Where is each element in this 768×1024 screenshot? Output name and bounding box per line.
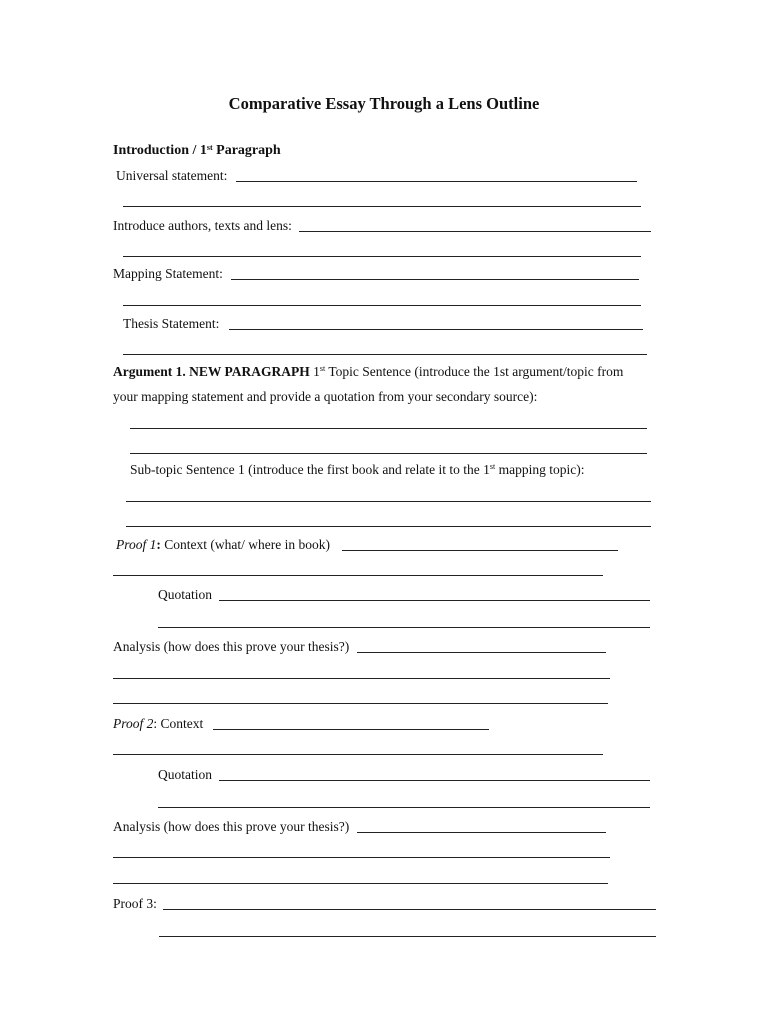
proof2-context-label: Proof 2: Context [113, 716, 204, 731]
argument1-line-2[interactable] [130, 453, 647, 454]
proof2-analysis-line-3[interactable] [113, 883, 608, 884]
argument1-topic-line2: your mapping statement and provide a quotation from your secondary source): [113, 389, 538, 404]
proof3-line-2[interactable] [159, 936, 656, 937]
mapping-line-2[interactable] [123, 305, 641, 306]
page-title: Comparative Essay Through a Lens Outline [228, 94, 540, 113]
thesis-line-2[interactable] [123, 354, 647, 355]
proof2-quotation-line-2[interactable] [158, 807, 650, 808]
authors-line-2[interactable] [123, 256, 641, 257]
proof2-context-line[interactable] [213, 729, 489, 730]
proof1-analysis-line[interactable] [357, 652, 606, 653]
proof2-analysis-label: Analysis (how does this prove your thesis?) [113, 819, 350, 834]
proof1-analysis-line-3[interactable] [113, 703, 608, 704]
proof3-line[interactable] [163, 909, 656, 910]
universal-statement-label: Universal statement: [116, 168, 228, 183]
sub-topic-line-1[interactable] [126, 501, 651, 502]
intro-heading: Introduction / 1st Paragraph [113, 143, 281, 158]
mapping-line[interactable] [231, 279, 639, 280]
proof1-quotation-line-2[interactable] [158, 627, 650, 628]
proof2-analysis-line[interactable] [357, 832, 606, 833]
proof3-label: Proof 3: [113, 896, 157, 911]
thesis-line[interactable] [229, 329, 643, 330]
proof2-context-line-2[interactable] [113, 754, 603, 755]
authors-line[interactable] [299, 231, 651, 232]
proof2-quotation-label: Quotation [158, 767, 212, 782]
proof1-quotation-line[interactable] [219, 600, 650, 601]
proof1-context-line-2[interactable] [113, 575, 603, 576]
proof1-context-line[interactable] [342, 550, 618, 551]
proof1-context-label: Proof 1: Context (what/ where in book) [116, 537, 330, 552]
mapping-label: Mapping Statement: [113, 266, 223, 281]
universal-statement-line[interactable] [236, 181, 637, 182]
proof1-analysis-label: Analysis (how does this prove your thesis?) [113, 639, 350, 654]
proof1-analysis-line-2[interactable] [113, 678, 610, 679]
proof1-quotation-label: Quotation [158, 587, 212, 602]
proof2-quotation-line[interactable] [219, 780, 650, 781]
argument1-line-1[interactable] [130, 428, 647, 429]
sub-topic-line-2[interactable] [126, 526, 651, 527]
universal-statement-line-2[interactable] [123, 206, 641, 207]
authors-label: Introduce authors, texts and lens: [113, 218, 292, 233]
argument1-topic: Argument 1. NEW PARAGRAPH 1st Topic Sentence (introduce the 1st argument/topic from [113, 364, 624, 379]
thesis-label: Thesis Statement: [123, 316, 220, 331]
sub-topic-label: Sub-topic Sentence 1 (introduce the first book and relate it to the 1st mapping topic): [130, 462, 585, 477]
proof2-analysis-line-2[interactable] [113, 857, 610, 858]
